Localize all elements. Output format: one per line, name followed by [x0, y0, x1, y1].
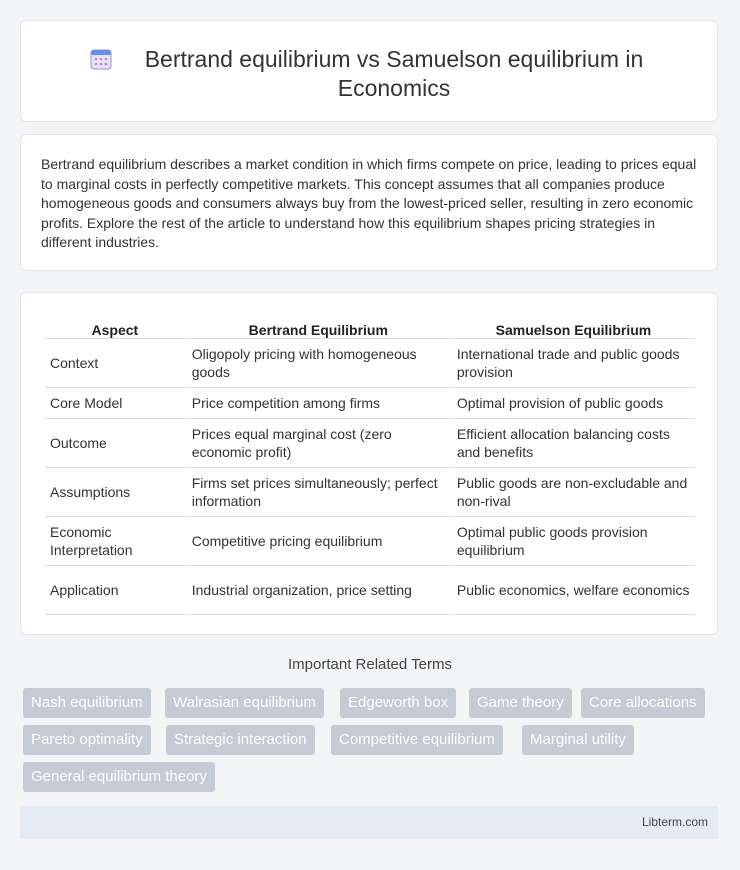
column-header: Bertrand Equilibrium: [187, 316, 450, 339]
table-cell: Application: [45, 566, 185, 615]
table-cell: Price competition among firms: [187, 388, 450, 419]
related-term-tag[interactable]: Walrasian equilibrium: [165, 688, 324, 718]
page-title: Bertrand equilibrium vs Samuelson equilibrium in Economics: [144, 46, 644, 101]
table-cell: Public economics, welfare economics: [452, 566, 695, 615]
related-term-tag[interactable]: Core allocations: [581, 688, 705, 718]
table-cell: Optimal provision of public goods: [452, 388, 695, 419]
table-cell: Public goods are non-excludable and non-rival: [452, 468, 695, 517]
related-term-tag[interactable]: General equilibrium theory: [23, 762, 215, 792]
table-cell: Core Model: [45, 388, 185, 419]
table-cell: Assumptions: [45, 468, 185, 517]
table-cell: Context: [45, 339, 185, 388]
table-row: [45, 517, 695, 566]
table-cell: Firms set prices simultaneously; perfect information: [187, 468, 450, 517]
table-row: [45, 388, 695, 419]
table-cell: Optimal public goods provision equilibrium: [452, 517, 695, 566]
table-cell: Outcome: [45, 419, 185, 468]
footer: [20, 806, 718, 839]
table-row: [45, 419, 695, 468]
table-cell: Industrial organization, price setting: [187, 566, 450, 615]
related-term-tag[interactable]: Marginal utility: [522, 725, 634, 755]
related-term-tag[interactable]: Strategic interaction: [166, 725, 315, 755]
table-row: [45, 468, 695, 517]
table-row: [45, 566, 695, 615]
related-term-tag[interactable]: Game theory: [469, 688, 572, 718]
table-cell: Prices equal marginal cost (zero economic profit): [187, 419, 450, 468]
intro-paragraph: Bertrand equilibrium describes a market condition in which firms compete on price, leading to prices equal to marginal costs in perfectly competitive markets. This concept assumes that all companies produce homogeneous goods and consumers always buy from the lowest-priced seller, resulting in zero economic profits. Explore the rest of the article to understand how this equilibrium shapes pricing strategies in different industries.: [41, 156, 697, 250]
table-cell: Economic Interpretation: [45, 517, 185, 566]
column-header: Aspect: [45, 316, 185, 339]
related-term-tag[interactable]: Nash equilibrium: [23, 688, 151, 718]
related-term-tag[interactable]: Edgeworth box: [340, 688, 456, 718]
related-term-tag[interactable]: Pareto optimality: [23, 725, 151, 755]
related-term-tag[interactable]: Competitive equilibrium: [331, 725, 503, 755]
table-cell: Efficient allocation balancing costs and benefits: [452, 419, 695, 468]
comparison-table-card: [20, 292, 718, 635]
table-cell: Oligopoly pricing with homogeneous goods: [187, 339, 450, 388]
comparison-table: [43, 316, 697, 615]
calendar-icon: [89, 47, 113, 71]
related-terms-heading: Important Related Terms: [288, 656, 452, 673]
table-row: [45, 339, 695, 388]
table-cell: International trade and public goods provision: [452, 339, 695, 388]
table-cell: Competitive pricing equilibrium: [187, 517, 450, 566]
title-card: [20, 20, 718, 122]
intro-card: [20, 134, 718, 271]
column-header: Samuelson Equilibrium: [452, 316, 695, 339]
footer-site-link[interactable]: Libterm.com: [641, 815, 708, 829]
